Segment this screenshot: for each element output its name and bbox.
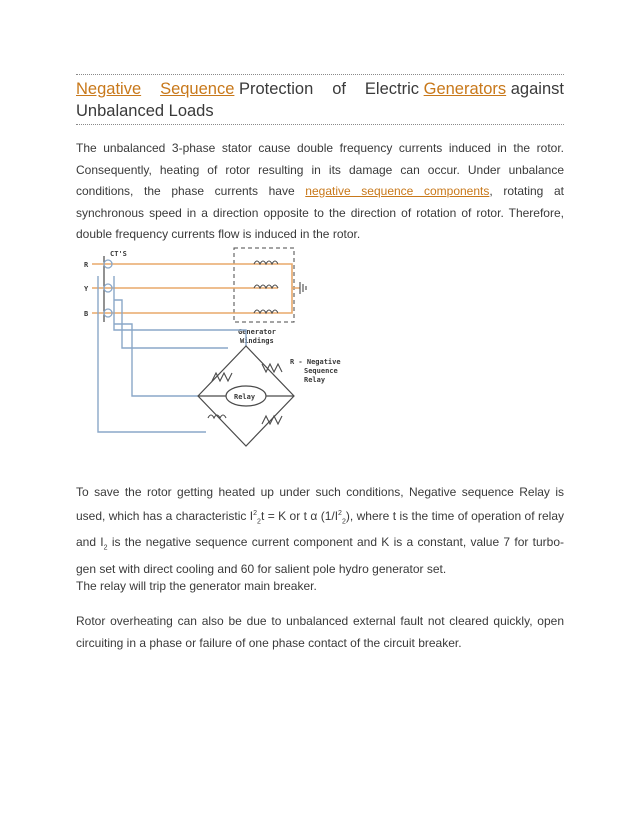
star-connection [278, 264, 300, 313]
bridge-resistor [262, 416, 282, 424]
title-rule [76, 124, 564, 125]
top-rule [76, 74, 564, 75]
title-word: Protection [238, 80, 314, 98]
circuit-diagram-svg [78, 246, 360, 456]
paragraph-rotor-overheating: Rotor overheating can also be due to unbalanced external fault not cleared quickly, open circuiting in a phase or failure of one phase contact of the circuit breaker. [76, 614, 564, 650]
title-word: against [510, 80, 564, 98]
ct-lead [114, 276, 246, 346]
generator-label: Generator [238, 328, 276, 336]
link-negative-sequence-components[interactable]: negative sequence components [305, 184, 490, 198]
title-word: Electric [364, 80, 420, 98]
circuit-diagram [78, 246, 360, 456]
ct-lead [114, 324, 198, 396]
relay-label: Relay [234, 393, 256, 401]
paragraph-relay-characteristic: To save the rotor getting heated up under such conditions, Negative sequence Relay is used, which has a characteristic $I^2_2t = K$ or t α $(1/I^2_2)$, where t is the time of operation of relay and $I_2$ is the negative sequence current component and K is a constant, value 7 for turbo-gen set with direct cooling and 60 for salient pole hydro generator set. [76, 485, 564, 576]
title-word: of [332, 80, 346, 98]
phase-label-r: R [84, 261, 89, 269]
relay-description: Sequence [304, 367, 338, 375]
generator-label: Windings [240, 337, 274, 345]
paragraph-trip: The relay will trip the generator main breaker. [76, 579, 317, 593]
phase-label-y: Y [84, 285, 89, 293]
bridge-resistor [212, 373, 232, 381]
title-link-generators[interactable]: Generators [423, 80, 507, 98]
title-link-negative[interactable]: Negative [76, 80, 142, 98]
paragraph-intro: The unbalanced 3-phase stator cause double frequency currents induced in the rotor. Consequently, heating of rotor resulting in its damage can occur. Under unbalance conditions, the phase currents have negative sequence components, rotating at synchronous speed in a direction opposite to the direction of rotation of rotor. Therefore, double frequency currents flow is induced in the rotor. [76, 141, 564, 241]
title-line-2: Unbalanced Loads [76, 102, 214, 120]
ground-symbol [300, 282, 306, 294]
ct-label: CT'S [110, 250, 127, 258]
page-title [76, 78, 564, 122]
phase-label-b: B [84, 310, 89, 318]
title-link-sequence[interactable]: Sequence [160, 80, 235, 98]
relay-description: Relay [304, 376, 326, 384]
relay-description: R - Negative [290, 358, 341, 366]
